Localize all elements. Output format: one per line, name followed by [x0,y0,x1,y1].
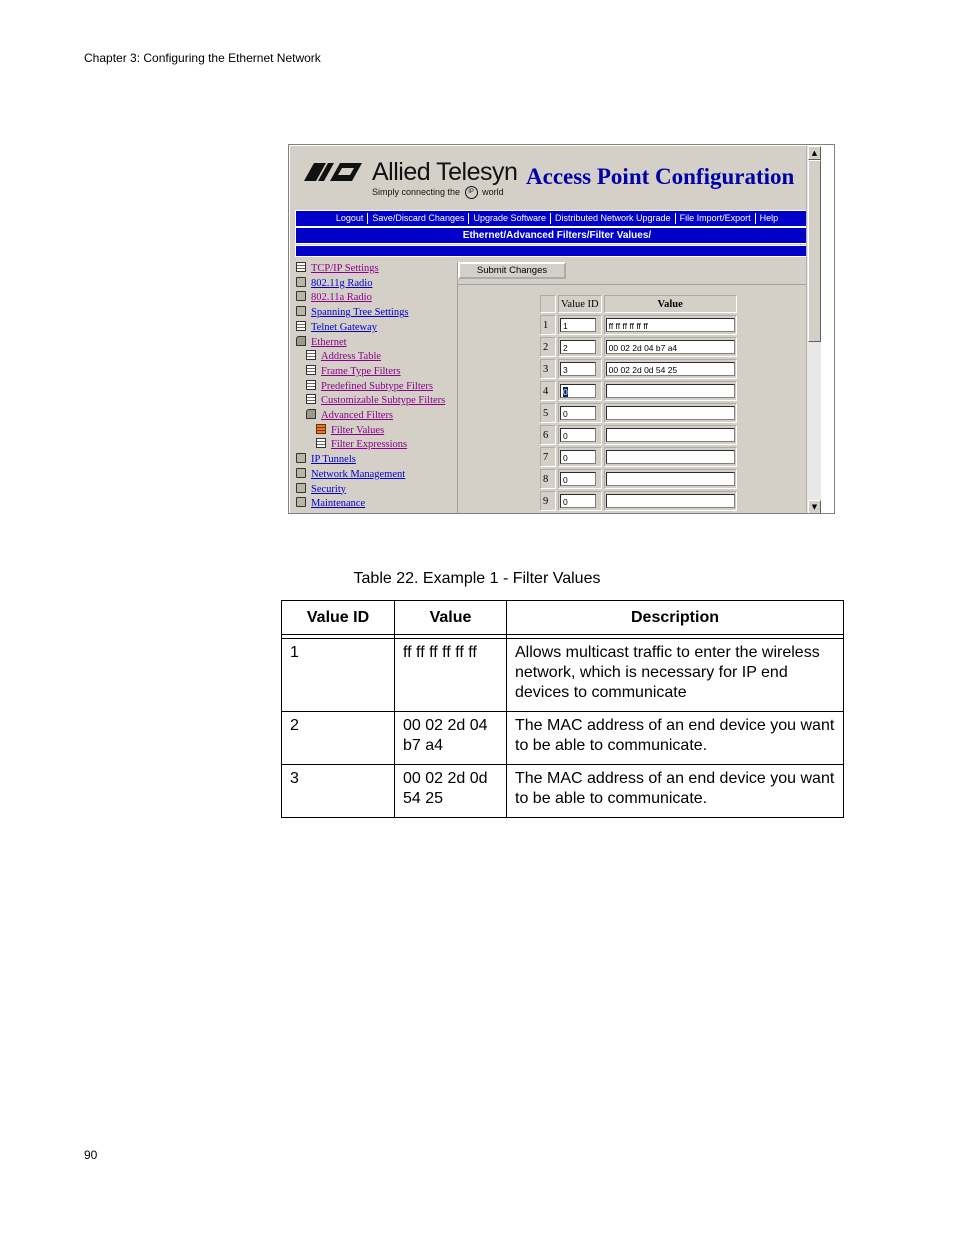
table-row [540,337,737,357]
doc-cell-value-id: 3 [282,765,395,818]
value-cell [604,403,737,423]
value-input[interactable]: 00 02 2d 0d 54 25 [606,362,735,376]
doc-cell-description: The MAC address of an end device you want to be able to communicate. [507,712,844,765]
value-id-cell [558,491,602,511]
folder-icon [296,453,306,463]
value-cell [604,447,737,467]
tree-item-telnet-gateway[interactable] [296,321,377,333]
value-id-input[interactable] [560,472,596,486]
value-id-cell [558,315,602,335]
doc-cell-value-id: 1 [282,639,395,712]
nav-tree [294,262,458,514]
row-number: 8 [540,469,556,489]
value-cell [604,491,737,511]
content-pane [458,262,821,514]
value-input[interactable] [606,450,735,464]
tree-item-label: Ethernet [311,336,347,348]
tree-item-802-11a-radio[interactable] [296,291,372,303]
value-input[interactable] [606,428,735,442]
value-id-text: 1 [563,321,568,331]
table-row [282,712,844,765]
tree-item-network-management[interactable] [296,468,405,480]
value-cell [604,337,737,357]
value-id-input[interactable] [560,428,596,442]
tree-item-filter-values[interactable] [316,424,384,436]
value-id-cell [558,359,602,379]
vertical-scrollbar[interactable] [806,146,821,514]
tree-item-label: 802.11g Radio [311,277,373,289]
doc-cell-value: ff ff ff ff ff ff [395,639,507,712]
filter-values-doc-table [281,600,844,818]
nav-link-logout[interactable]: Logout [332,213,369,224]
value-id-input[interactable] [560,406,596,420]
page-icon [316,438,326,448]
brand-name: Allied Telesyn [372,158,518,186]
table-row [540,491,737,511]
allied-telesyn-logo-icon [304,163,362,181]
page-icon [306,365,316,375]
tree-item-label: Telnet Gateway [311,321,378,333]
value-header: Value [604,295,737,313]
folder-icon [296,497,306,507]
doc-header-description: Description [507,601,844,635]
value-id-input[interactable] [560,450,596,464]
table-row [540,403,737,423]
nav-link-save-discard-changes[interactable]: Save/Discard Changes [368,213,469,224]
page-icon [296,262,306,272]
folder-icon [296,277,306,287]
tree-item-label: Spanning Tree Settings [311,307,409,319]
tagline-pre: Simply connecting the [372,186,461,197]
tree-item-label: Security [311,483,346,495]
open-folder-icon [296,336,306,346]
value-id-text: 0 [563,431,568,441]
tree-item-label: Customizable Subtype Filters [321,395,446,407]
row-number: 5 [540,403,556,423]
value-id-cell [558,425,602,445]
banner [290,146,821,202]
page-icon [306,350,316,360]
row-number: 3 [540,359,556,379]
value-id-cell [558,447,602,467]
value-id-text: 2 [563,343,568,353]
doc-cell-description: Allows multicast traffic to enter the wireless network, which is necessary for IP end devices to communicate [507,639,844,712]
app-title: Access Point Configuration [526,164,795,189]
value-input[interactable]: ff ff ff ff ff ff [606,318,735,332]
value-input[interactable] [606,384,735,398]
nav-link-help[interactable]: Help [759,213,779,223]
nav-link-upgrade-software[interactable]: Upgrade Software [469,213,551,224]
table-row [282,765,844,818]
page-icon [296,321,306,331]
table-row [540,359,737,379]
value-id-input[interactable] [560,384,596,398]
tree-item-label: Predefined Subtype Filters [321,380,433,392]
row-number: 4 [540,381,556,401]
screenshot-frame [288,144,835,514]
table-row [540,315,737,335]
filter-values-table [538,293,739,513]
value-input[interactable]: 00 02 2d 04 b7 a4 [606,340,735,354]
value-id-input[interactable] [560,362,596,376]
value-id-text: 0 [563,453,568,463]
value-id-cell [558,469,602,489]
folder-icon [296,291,306,301]
tree-item-filter-expressions[interactable] [316,438,407,450]
tree-item-spanning-tree-settings[interactable] [296,306,408,318]
tree-item-label: Filter Values [331,424,385,436]
value-id-text: 0 [563,475,568,485]
row-number: 7 [540,447,556,467]
value-id-cell [558,381,602,401]
tree-item-label: 802.11a Radio [311,292,372,304]
folder-icon [296,483,306,493]
value-id-header: Value ID [558,295,602,313]
value-id-input[interactable] [560,318,596,332]
row-number: 1 [540,315,556,335]
tree-item-address-table[interactable] [306,350,381,362]
table-row [540,469,737,489]
value-input[interactable] [606,472,735,486]
nav-link-file-import-export[interactable]: File Import/Export [676,213,756,224]
tree-item-label: Frame Type Filters [321,365,401,377]
tree-item-label: Maintenance [311,498,366,510]
tree-item-label: Network Management [311,468,406,480]
tree-item-802-11g-radio[interactable] [296,277,372,289]
tree-item-label: IP Tunnels [311,454,356,466]
tree-item-maintenance[interactable] [296,497,365,509]
open-folder-icon [306,409,316,419]
nav-link-distributed-network-upgrade[interactable]: Distributed Network Upgrade [551,213,676,224]
nav-divider-bar [295,245,819,257]
value-id-text: 0 [563,409,568,419]
value-id-text: 0 [563,387,568,397]
doc-header-value: Value [395,601,507,635]
folder-icon [296,306,306,316]
tree-item-frame-type-filters[interactable] [306,365,401,377]
page-icon [306,394,316,404]
doc-header-value-id: Value ID [282,601,395,635]
value-id-text: 0 [563,497,568,507]
value-id-cell [558,403,602,423]
value-cell [604,359,737,379]
value-id-text: 3 [563,365,568,375]
value-cell [604,381,737,401]
tree-item-label: Advanced Filters [321,410,394,421]
ip-badge-icon: IP [465,186,478,199]
breadcrumb: Ethernet/Advanced Filters/Filter Values/ [295,227,819,244]
tree-item-label: TCP/IP Settings [311,263,379,274]
value-cell [604,315,737,335]
row-number: 2 [540,337,556,357]
value-input[interactable] [606,406,735,420]
value-id-input[interactable] [560,494,596,508]
tree-item-predefined-subtype-filters[interactable] [306,380,433,392]
value-input[interactable] [606,494,735,508]
doc-cell-value-id: 2 [282,712,395,765]
browser-viewport [290,146,821,514]
folder-icon [296,468,306,478]
doc-cell-description: The MAC address of an end device you want to be able to communicate. [507,765,844,818]
scroll-up-icon[interactable]: ▲ [808,146,821,160]
table-row [540,447,737,467]
tree-item-security[interactable] [296,483,346,495]
scroll-down-icon[interactable]: ▼ [808,500,821,514]
tree-item-advanced-filters[interactable] [306,409,393,421]
value-id-cell [558,337,602,357]
tree-item-label: Address Table [321,351,382,363]
page-number: 90 [84,1148,98,1162]
divider [458,284,821,285]
submit-changes-button[interactable]: Submit Changes [458,262,566,279]
brand-tagline [372,186,504,199]
row-number: 6 [540,425,556,445]
doc-cell-value: 00 02 2d 0d 54 25 [395,765,507,818]
tagline-post: world [482,186,504,197]
page-header: Chapter 3: Configuring the Ethernet Network [84,51,321,65]
page-icon [316,424,326,434]
row-number: 9 [540,491,556,511]
tree-item-ethernet[interactable] [296,336,347,348]
tree-item-label: Filter Expressions [331,439,408,451]
doc-cell-value: 00 02 2d 04 b7 a4 [395,712,507,765]
table-caption: Table 22. Example 1 - Filter Values [353,570,601,587]
tree-item-tcp-ip-settings[interactable] [296,262,379,274]
table-row [540,425,737,445]
value-id-input[interactable] [560,340,596,354]
table-row [282,639,844,712]
scroll-thumb[interactable] [808,160,821,342]
top-nav [295,210,819,227]
tree-item-customizable-subtype-filters[interactable] [306,394,445,406]
row-number-header [540,295,556,313]
table-row [540,381,737,401]
page-icon [306,380,316,390]
value-cell [604,425,737,445]
tree-item-ip-tunnels[interactable] [296,453,356,465]
value-cell [604,469,737,489]
